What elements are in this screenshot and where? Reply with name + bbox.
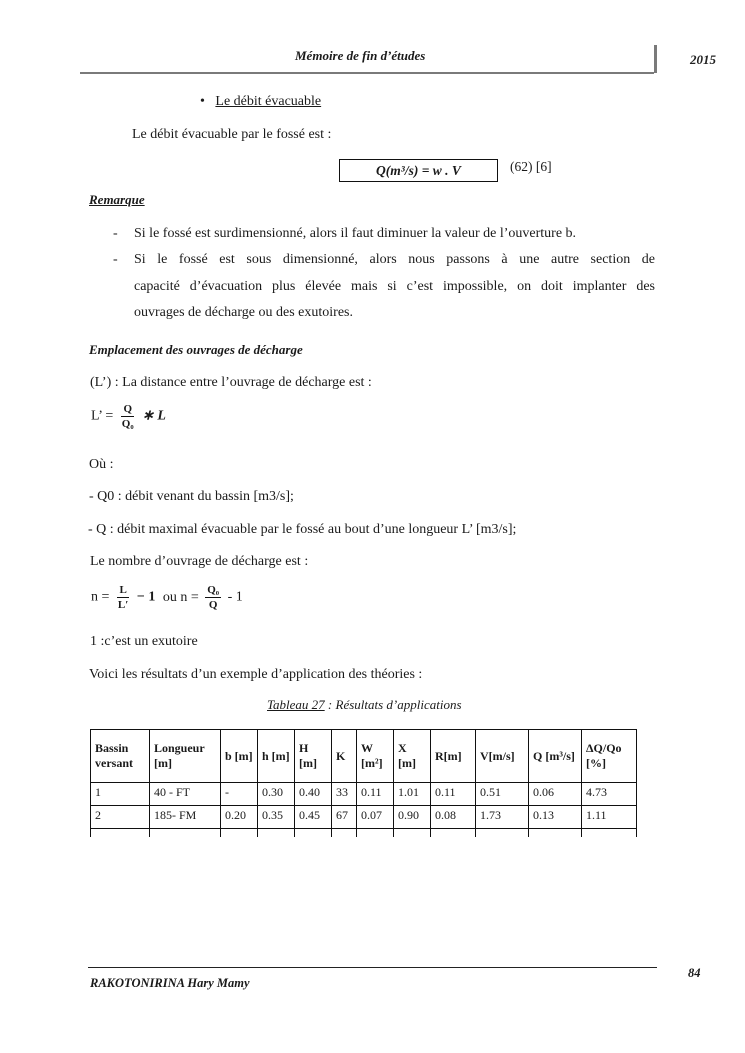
header-divider	[654, 45, 657, 73]
table-cell: 0.08	[431, 806, 476, 829]
table-header-cell: H [m]	[295, 730, 332, 783]
formula-lhs: Q(m³/s)	[376, 163, 419, 178]
formula-l-tail: ∗ L	[142, 408, 166, 424]
table-cell: 0.11	[357, 783, 394, 806]
table-cell: 33	[332, 783, 357, 806]
table-header-cell: R[m]	[431, 730, 476, 783]
footer-author: RAKOTONIRINA Hary Mamy	[90, 976, 250, 990]
table-cell: -	[221, 783, 258, 806]
formula-n2-numerator: Q₀	[207, 584, 220, 596]
remark-item-1: Si le fossé est surdimensionné, alors il faut diminuer la valeur de l’ouverture b.	[134, 226, 577, 241]
table-cell: 0.20	[221, 806, 258, 829]
table-caption	[267, 697, 462, 713]
table-cell: 0.40	[295, 783, 332, 806]
n-intro: Le nombre d’ouvrage de décharge est :	[90, 554, 309, 569]
formula-box	[339, 159, 498, 182]
formula-n2-fraction	[205, 583, 221, 612]
formula-n	[91, 583, 243, 612]
table-header-cell: b [m]	[221, 730, 258, 783]
formula-rhs: w . V	[432, 163, 461, 178]
formula-l-denominator: Q₀	[121, 418, 134, 430]
table-caption-label: Tableau 27	[267, 697, 325, 712]
running-header-title: Mémoire de fin d’études	[295, 48, 426, 63]
table-header-cell: K	[332, 730, 357, 783]
remark-dash-1: -	[113, 226, 118, 241]
table-row	[91, 783, 637, 806]
where-label: Où :	[89, 457, 114, 472]
table-header-cell: Q [m³/s]	[529, 730, 582, 783]
header-year: 2015	[690, 52, 716, 67]
table-trailing-row	[91, 829, 637, 838]
formula-n1-lhs: n =	[91, 589, 110, 605]
formula-n1-tail: − 1	[136, 589, 156, 605]
table-header-cell: ΔQ/Qo [%]	[582, 730, 637, 783]
remark-title: Remarque	[89, 192, 145, 207]
table-cell: 67	[332, 806, 357, 829]
table-cell: 0.13	[529, 806, 582, 829]
table-cell: 40 - FT	[150, 783, 221, 806]
def-q: - Q : débit maximal évacuable par le fossé au bout d’une longueur L’ [m3/s];	[88, 522, 517, 537]
table-cell: 4.73	[582, 783, 637, 806]
table-cell: 0.06	[529, 783, 582, 806]
exutoire-note: 1 :c’est un exutoire	[90, 634, 198, 649]
emplacement-title: Emplacement des ouvrages de décharge	[89, 342, 303, 357]
formula-l-fraction	[120, 402, 136, 431]
formula-n1-fraction	[116, 583, 130, 612]
remark-dash-2: -	[113, 252, 118, 267]
table-header-cell: W [m²]	[357, 730, 394, 783]
bullet-heading	[200, 93, 321, 111]
table-header-cell: Bassin versant	[91, 730, 150, 783]
table-cell: 0.30	[258, 783, 295, 806]
header-rule	[80, 72, 654, 74]
table-header-row	[91, 730, 637, 783]
table-header-cell: Longueur [m]	[150, 730, 221, 783]
table-cell: 0.35	[258, 806, 295, 829]
table-cell: 0.45	[295, 806, 332, 829]
formula-refs: (62) [6]	[510, 159, 552, 174]
table-header-cell: V[m/s]	[476, 730, 529, 783]
remark-item-2b: capacité d’évacuation plus élevée mais si c’est impossible, on doit implanter des	[134, 279, 655, 294]
footer-rule	[88, 967, 657, 968]
table-cell: 1.01	[394, 783, 431, 806]
table-row	[91, 806, 637, 829]
formula-n2-tail: - 1	[227, 589, 243, 605]
formula-l-lhs: L’ =	[91, 408, 114, 424]
table-cell: 185- FM	[150, 806, 221, 829]
formula-eq: =	[421, 163, 430, 178]
results-table	[90, 729, 637, 837]
table-cell: 0.51	[476, 783, 529, 806]
formula-n2-denominator: Q	[208, 599, 218, 611]
table-header-cell: X [m]	[394, 730, 431, 783]
bullet-title: Le débit évacuable	[215, 94, 322, 109]
remark-item-2c: ouvrages de décharge ou des exutoires.	[134, 305, 353, 320]
formula-n1-numerator: L	[119, 584, 127, 596]
formula-or: ou n =	[162, 589, 199, 605]
table-caption-text: : Résultats d’applications	[324, 697, 462, 712]
bullet-icon: •	[200, 94, 216, 109]
def-q0: - Q0 : débit venant du bassin [m3/s];	[89, 489, 294, 504]
l-intro: (L’) : La distance entre l’ouvrage de décharge est :	[90, 375, 372, 390]
table-cell: 2	[91, 806, 150, 829]
formula-n1-denominator: L′	[117, 599, 129, 611]
table-cell: 1.11	[582, 806, 637, 829]
results-intro: Voici les résultats d’un exemple d’application des théories :	[89, 667, 423, 682]
table-cell: 1.73	[476, 806, 529, 829]
formula-l	[91, 402, 166, 431]
remark-item-2a: Si le fossé est sous dimensionné, alors nous passons à une autre section de	[134, 252, 655, 267]
table-cell: 0.11	[431, 783, 476, 806]
table-header-cell: h [m]	[258, 730, 295, 783]
page-number: 84	[688, 966, 701, 980]
table-cell: 1	[91, 783, 150, 806]
table-cell: 0.07	[357, 806, 394, 829]
table-cell: 0.90	[394, 806, 431, 829]
formula-l-numerator: Q	[123, 403, 132, 415]
intro-text: Le débit évacuable par le fossé est :	[132, 127, 332, 142]
